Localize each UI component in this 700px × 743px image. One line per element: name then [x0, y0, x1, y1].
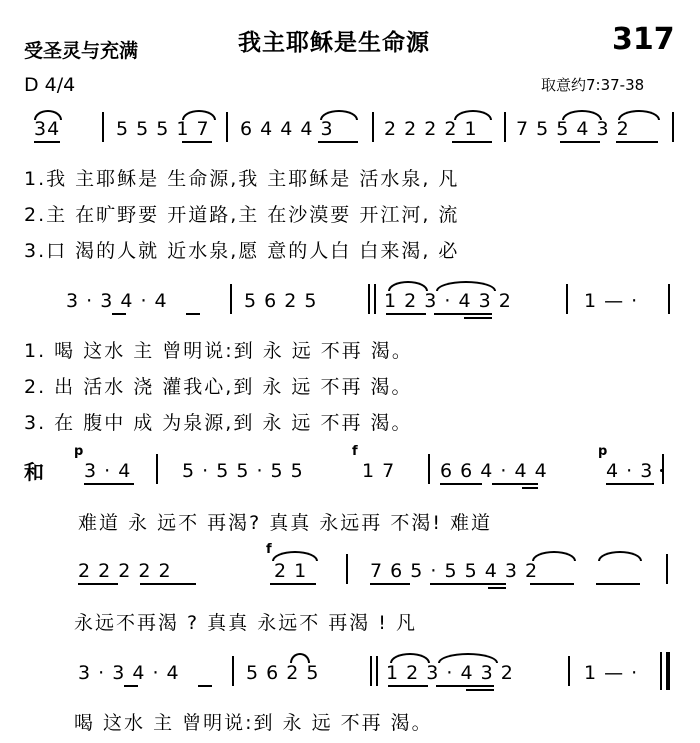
- tie-slur: [436, 281, 496, 291]
- barline: [346, 554, 348, 584]
- beam-underline: [522, 487, 538, 489]
- final-barline-thin: [660, 652, 662, 690]
- beam-underline: [464, 317, 492, 319]
- barline: [428, 454, 430, 484]
- verse1-lyrics-stanza2: 2.主 在旷野要 开道路,主 在沙漠要 开江河, 流: [24, 204, 460, 226]
- barline: [102, 112, 104, 142]
- verse2-lyrics-stanza1: 1. 喝 这水 主 曾明说:到 永 远 不再 渴。: [24, 340, 413, 362]
- chorus3-lyrics: 喝 这水 主 曾明说:到 永 远 不再 渴。: [74, 712, 433, 734]
- chorus1-measure-4: 4 · 3: [606, 460, 654, 482]
- barline: [672, 112, 674, 142]
- beam-underline: [466, 689, 494, 691]
- tie-slur: [454, 110, 492, 120]
- beam-underline: [186, 313, 200, 315]
- tie-slur: [182, 110, 216, 120]
- beam-underline: [84, 483, 134, 485]
- beam-underline: [386, 313, 426, 315]
- tie-slur: [34, 110, 62, 120]
- chorus1-measure-1: 5 · 5 5 · 5 5: [182, 460, 304, 482]
- beam-underline: [318, 141, 358, 143]
- chorus3-measure-1: 5 6 2 5: [246, 662, 320, 684]
- barline: [666, 554, 668, 584]
- beam-underline: [616, 141, 658, 143]
- barline: [566, 284, 568, 314]
- barline: [156, 454, 158, 484]
- tie-slur: [320, 110, 358, 120]
- dynamic-forte: f: [266, 542, 272, 557]
- beam-underline: [430, 583, 506, 585]
- dynamic-forte: f: [352, 444, 358, 459]
- beam-underline: [434, 313, 492, 315]
- category-label: 受圣灵与充满: [24, 40, 139, 62]
- verse1-measure-0: 34: [34, 118, 61, 140]
- tie-slur: [388, 281, 428, 291]
- beam-underline: [112, 313, 126, 315]
- barline: [376, 656, 378, 686]
- beam-underline: [596, 583, 640, 585]
- repeat-dot: [660, 469, 663, 472]
- chorus3-measure-3: 1 — ·: [584, 662, 639, 684]
- chorus2-measure-1: 2 1: [274, 560, 308, 582]
- scripture-reference: 取意约7:37-38: [541, 76, 645, 94]
- chorus2-measure-2: 7 6 5 · 5 5 4 3 2: [370, 560, 539, 582]
- dynamic-piano: p: [74, 444, 84, 459]
- verse2-lyrics-stanza3: 3. 在 腹中 成 为泉源,到 永 远 不再 渴。: [24, 412, 413, 434]
- key-time-signature: D 4/4: [24, 74, 76, 96]
- chorus3-measure-2: 1 2 3 · 4 3 2: [386, 662, 514, 684]
- barline: [226, 112, 228, 142]
- verse1-measure-4: 7 5 5 4 3 2: [516, 118, 630, 140]
- barline: [370, 656, 372, 686]
- beam-underline: [488, 587, 506, 589]
- verse2-measure-2: 1 2 3 · 4 3 2: [384, 290, 512, 312]
- beam-underline: [436, 685, 494, 687]
- dynamic-piano: p: [598, 444, 608, 459]
- chorus3-measure-0: 3 · 3 4 · 4: [78, 662, 180, 684]
- chorus2-measure-0: 2 2 2 2 2: [78, 560, 172, 582]
- tie-slur: [598, 551, 642, 561]
- beam-underline: [182, 141, 212, 143]
- verse2-measure-1: 5 6 2 5: [244, 290, 318, 312]
- beam-underline: [270, 583, 316, 585]
- chorus1-measure-0: 3 · 4: [84, 460, 132, 482]
- chorus1-lyrics: 难道 永 远不 再渴? 真真 永远再 不渴! 难道: [78, 512, 492, 534]
- beam-underline: [124, 685, 138, 687]
- barline: [504, 112, 506, 142]
- verse2-lyrics-stanza2: 2. 出 活水 浇 灌我心,到 永 远 不再 渴。: [24, 376, 413, 398]
- beam-underline: [140, 583, 196, 585]
- beam-underline: [388, 685, 428, 687]
- beam-underline: [530, 583, 574, 585]
- verse1-measure-2: 6 4 4 4 3: [240, 118, 334, 140]
- tie-slur: [290, 653, 310, 663]
- beam-underline: [370, 583, 410, 585]
- beam-underline: [560, 141, 600, 143]
- barline: [368, 284, 370, 314]
- beam-underline: [606, 483, 654, 485]
- barline: [374, 284, 376, 314]
- beam-underline: [198, 685, 212, 687]
- barline: [668, 284, 670, 314]
- tie-slur: [562, 110, 602, 120]
- verse2-measure-0: 3 · 3 4 · 4: [66, 290, 168, 312]
- tie-slur: [532, 551, 576, 561]
- hymn-number: 317: [612, 22, 675, 57]
- beam-underline: [78, 583, 118, 585]
- chorus-label: 和: [24, 460, 44, 484]
- beam-underline: [34, 141, 60, 143]
- verse1-measure-1: 5 5 5 1 7: [116, 118, 210, 140]
- chorus1-measure-2: 1 7: [362, 460, 396, 482]
- verse1-lyrics-stanza1: 1.我 主耶稣是 生命源,我 主耶稣是 活水泉, 凡: [24, 168, 460, 190]
- beam-underline: [452, 141, 492, 143]
- hymn-title: 我主耶稣是生命源: [238, 30, 430, 56]
- final-barline-thick: [666, 652, 670, 690]
- verse1-lyrics-stanza3: 3.口 渴的人就 近水泉,愿 意的人白 白来渴, 必: [24, 240, 460, 262]
- tie-slur: [272, 551, 318, 561]
- barline: [372, 112, 374, 142]
- verse1-measure-3: 2 2 2 2 1: [384, 118, 478, 140]
- barline: [232, 656, 234, 686]
- verse2-measure-3: 1 — ·: [584, 290, 639, 312]
- tie-slur: [438, 653, 498, 663]
- barline: [230, 284, 232, 314]
- tie-slur: [390, 653, 430, 663]
- tie-slur: [618, 110, 660, 120]
- chorus1-measure-3: 6 6 4 · 4 4: [440, 460, 548, 482]
- beam-underline: [440, 483, 482, 485]
- beam-underline: [492, 483, 538, 485]
- chorus2-lyrics: 永远不再渴 ? 真真 永远不 再渴 ! 凡: [74, 612, 417, 634]
- barline: [568, 656, 570, 686]
